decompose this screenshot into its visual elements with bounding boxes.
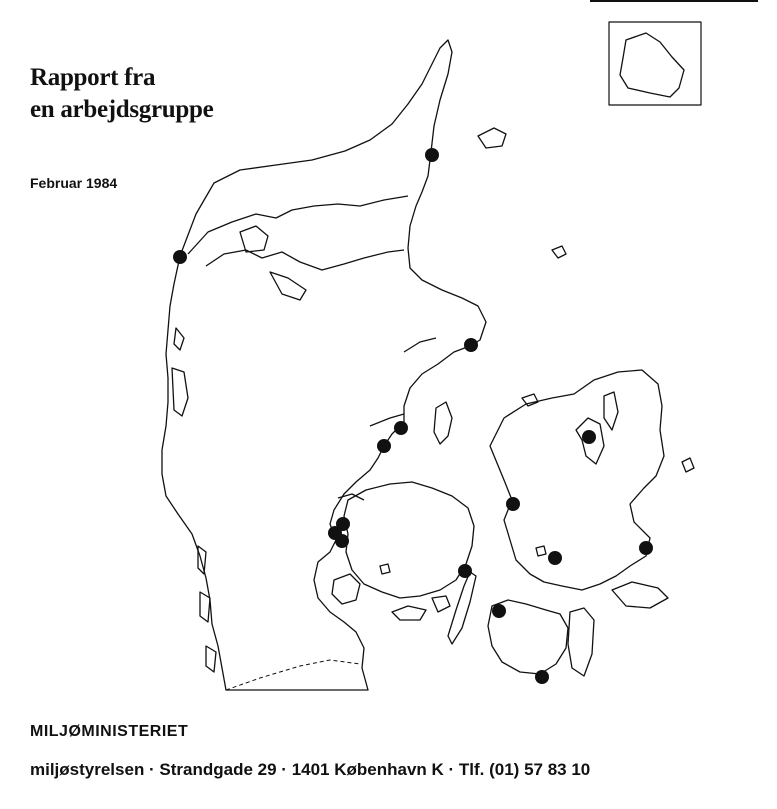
publisher-address: miljøstyrelsen · Strandgade 29 · 1401 København K · Tlf. (01) 57 83 10 xyxy=(30,760,591,779)
romo-island xyxy=(200,592,210,622)
fano-island xyxy=(198,546,206,574)
west-lagoon xyxy=(174,328,184,350)
mon-island xyxy=(612,582,668,608)
ministry-name: MILJØMINISTERIET xyxy=(30,723,189,740)
station-marker xyxy=(639,541,653,555)
station-marker xyxy=(582,430,596,444)
title-line-2: en arbejdsgruppe xyxy=(30,96,214,123)
mors-island xyxy=(240,226,268,252)
station-marker xyxy=(464,338,478,352)
sejero-island xyxy=(522,394,538,406)
limfjord xyxy=(188,196,408,254)
aero-island xyxy=(392,606,426,620)
station-marker xyxy=(535,670,549,684)
anholt-island xyxy=(552,246,566,258)
title-line-1: Rapport fra xyxy=(30,64,156,91)
jutland-coast xyxy=(162,40,486,690)
station-marker xyxy=(458,564,472,578)
falster-island xyxy=(568,608,594,676)
report-date: Februar 1984 xyxy=(30,175,118,191)
station-marker xyxy=(548,551,562,565)
ringkobing-fjord xyxy=(172,368,188,416)
national-border xyxy=(226,660,360,690)
station-marker xyxy=(492,604,506,618)
tasinge-island xyxy=(432,596,450,612)
limfjord-south xyxy=(206,250,404,270)
station-marker xyxy=(394,421,408,435)
zealand-island xyxy=(490,370,664,590)
laeso-island xyxy=(478,128,506,148)
station-marker xyxy=(506,497,520,511)
limfjord-inlet xyxy=(270,272,306,300)
small-islet-1 xyxy=(536,546,546,556)
samso-island xyxy=(434,402,452,444)
station-marker xyxy=(377,439,391,453)
als-island xyxy=(332,574,360,604)
east-jutland-fjord-3 xyxy=(338,494,364,500)
station-marker xyxy=(335,534,349,548)
sylt-edge xyxy=(206,646,216,672)
bornholm-inset-frame xyxy=(609,22,701,105)
small-islet-2 xyxy=(380,564,390,574)
station-marker xyxy=(173,250,187,264)
roskilde-fjord xyxy=(604,392,618,430)
bornholm-island xyxy=(620,33,684,97)
station-marker xyxy=(425,148,439,162)
east-jutland-fjord-1 xyxy=(404,338,436,352)
saltholm-island xyxy=(682,458,694,472)
